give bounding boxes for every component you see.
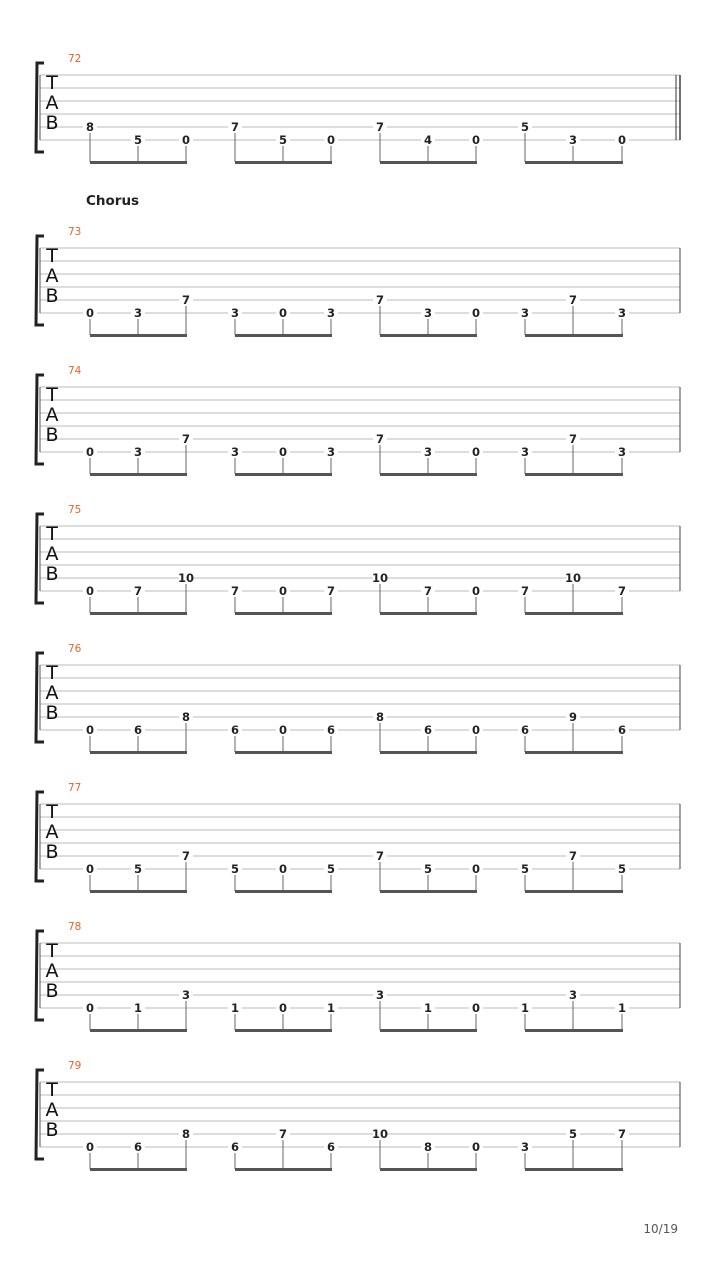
fret-number: 5 xyxy=(423,862,433,876)
fret-number: 7 xyxy=(568,849,578,863)
tab-clef-t: T xyxy=(46,523,58,545)
tab-clef-b: B xyxy=(45,1119,59,1141)
fret-number: 0 xyxy=(471,445,481,459)
fret-number: 7 xyxy=(520,584,530,598)
fret-number: 0 xyxy=(181,133,191,147)
section-label-chorus: Chorus xyxy=(86,193,140,209)
fret-number: 3 xyxy=(520,306,530,320)
fret-number: 3 xyxy=(230,306,240,320)
note-beam xyxy=(380,890,477,893)
tab-clef-a: A xyxy=(45,821,59,843)
fret-number: 10 xyxy=(177,571,195,585)
fret-number: 0 xyxy=(278,1001,288,1015)
fret-number: 3 xyxy=(375,988,385,1002)
fret-number: 5 xyxy=(520,862,530,876)
note-beam xyxy=(380,161,477,164)
note-beam xyxy=(525,751,623,754)
fret-number: 7 xyxy=(568,432,578,446)
measure-number: 72 xyxy=(68,53,82,65)
fret-number: 5 xyxy=(278,133,288,147)
fret-number: 6 xyxy=(423,723,433,737)
page-number: 10/19 xyxy=(643,1222,678,1236)
tab-clef-t: T xyxy=(46,72,58,94)
measure-number: 75 xyxy=(68,504,82,516)
fret-number: 0 xyxy=(85,1001,95,1015)
tab-clef-t: T xyxy=(46,801,58,823)
fret-number: 5 xyxy=(230,862,240,876)
note-beam xyxy=(90,612,187,615)
fret-number: 7 xyxy=(230,120,240,134)
fret-number: 10 xyxy=(371,1127,389,1141)
fret-number: 7 xyxy=(181,849,191,863)
fret-number: 0 xyxy=(278,306,288,320)
tab-clef-t: T xyxy=(46,384,58,406)
note-beam xyxy=(235,473,332,476)
fret-number: 1 xyxy=(423,1001,433,1015)
fret-number: 7 xyxy=(375,293,385,307)
fret-number: 7 xyxy=(181,293,191,307)
fret-number: 1 xyxy=(326,1001,336,1015)
tab-clef-a: A xyxy=(45,265,59,287)
note-beam xyxy=(235,890,332,893)
note-beam xyxy=(90,334,187,337)
fret-number: 0 xyxy=(471,133,481,147)
tab-clef-b: B xyxy=(45,841,59,863)
tab-clef-b: B xyxy=(45,702,59,724)
fret-number: 0 xyxy=(471,1001,481,1015)
note-beam xyxy=(235,334,332,337)
fret-number: 0 xyxy=(278,723,288,737)
fret-number: 3 xyxy=(520,1140,530,1154)
fret-number: 0 xyxy=(326,133,336,147)
fret-number: 6 xyxy=(617,723,627,737)
fret-number: 6 xyxy=(133,723,143,737)
fret-number: 0 xyxy=(278,445,288,459)
fret-number: 6 xyxy=(326,723,336,737)
tab-system xyxy=(36,643,680,754)
fret-number: 7 xyxy=(568,293,578,307)
fret-number: 7 xyxy=(278,1127,288,1141)
tab-system xyxy=(36,53,680,164)
fret-number: 0 xyxy=(278,862,288,876)
fret-number: 3 xyxy=(133,445,143,459)
fret-number: 0 xyxy=(471,862,481,876)
fret-number: 7 xyxy=(133,584,143,598)
measure-number: 78 xyxy=(68,921,82,933)
note-beam xyxy=(525,473,623,476)
tab-clef-a: A xyxy=(45,682,59,704)
fret-number: 3 xyxy=(326,306,336,320)
tab-system xyxy=(36,1060,680,1171)
fret-number: 0 xyxy=(85,862,95,876)
fret-number: 1 xyxy=(230,1001,240,1015)
note-beam xyxy=(525,612,623,615)
fret-number: 5 xyxy=(133,133,143,147)
measure-number: 73 xyxy=(68,226,82,238)
fret-number: 0 xyxy=(471,584,481,598)
note-beam xyxy=(525,161,623,164)
tab-clef-b: B xyxy=(45,112,59,134)
note-beam xyxy=(525,334,623,337)
fret-number: 0 xyxy=(471,723,481,737)
note-beam xyxy=(380,334,477,337)
fret-number: 3 xyxy=(133,306,143,320)
fret-number: 8 xyxy=(375,710,385,724)
fret-number: 10 xyxy=(564,571,582,585)
tab-clef-b: B xyxy=(45,285,59,307)
measure-number: 77 xyxy=(68,782,82,794)
fret-number: 7 xyxy=(617,1127,627,1141)
fret-number: 8 xyxy=(181,1127,191,1141)
tab-clef-b: B xyxy=(45,980,59,1002)
note-beam xyxy=(235,612,332,615)
fret-number: 3 xyxy=(568,988,578,1002)
tab-clef-b: B xyxy=(45,563,59,585)
fret-number: 3 xyxy=(181,988,191,1002)
fret-number: 7 xyxy=(181,432,191,446)
fret-number: 5 xyxy=(133,862,143,876)
tab-system xyxy=(36,226,680,337)
fret-number: 4 xyxy=(423,133,433,147)
note-beam xyxy=(380,612,477,615)
fret-number: 3 xyxy=(617,445,627,459)
fret-number: 5 xyxy=(326,862,336,876)
tab-clef-a: A xyxy=(45,92,59,114)
tab-system xyxy=(36,782,680,893)
fret-number: 3 xyxy=(617,306,627,320)
note-beam xyxy=(90,1168,187,1171)
fret-number: 0 xyxy=(278,584,288,598)
measure-number: 79 xyxy=(68,1060,82,1072)
fret-number: 5 xyxy=(568,1127,578,1141)
fret-number: 7 xyxy=(375,120,385,134)
fret-number: 8 xyxy=(85,120,95,134)
fret-number: 3 xyxy=(520,445,530,459)
note-beam xyxy=(380,473,477,476)
fret-number: 8 xyxy=(423,1140,433,1154)
fret-number: 1 xyxy=(520,1001,530,1015)
note-beam xyxy=(380,1168,477,1171)
fret-number: 6 xyxy=(133,1140,143,1154)
tab-clef-a: A xyxy=(45,543,59,565)
measure-number: 74 xyxy=(68,365,82,377)
fret-number: 0 xyxy=(471,306,481,320)
note-beam xyxy=(90,161,187,164)
note-beam xyxy=(525,1029,623,1032)
fret-number: 1 xyxy=(617,1001,627,1015)
fret-number: 10 xyxy=(371,571,389,585)
fret-number: 6 xyxy=(230,1140,240,1154)
fret-number: 0 xyxy=(85,723,95,737)
fret-number: 7 xyxy=(375,432,385,446)
tab-clef-t: T xyxy=(46,245,58,267)
fret-number: 8 xyxy=(181,710,191,724)
fret-number: 3 xyxy=(423,445,433,459)
fret-number: 9 xyxy=(568,710,578,724)
tab-clef-a: A xyxy=(45,1099,59,1121)
fret-number: 0 xyxy=(85,584,95,598)
tab-clef-a: A xyxy=(45,404,59,426)
fret-number: 6 xyxy=(230,723,240,737)
note-beam xyxy=(525,890,623,893)
tab-clef-t: T xyxy=(46,940,58,962)
fret-number: 0 xyxy=(617,133,627,147)
tab-clef-t: T xyxy=(46,662,58,684)
fret-number: 3 xyxy=(230,445,240,459)
tab-system xyxy=(36,504,680,615)
fret-number: 0 xyxy=(471,1140,481,1154)
note-beam xyxy=(90,890,187,893)
note-beam xyxy=(90,751,187,754)
fret-number: 1 xyxy=(133,1001,143,1015)
note-beam xyxy=(235,1029,332,1032)
fret-number: 7 xyxy=(617,584,627,598)
note-beam xyxy=(525,1168,623,1171)
fret-number: 3 xyxy=(326,445,336,459)
fret-number: 6 xyxy=(520,723,530,737)
fret-number: 3 xyxy=(568,133,578,147)
note-beam xyxy=(235,751,332,754)
fret-number: 5 xyxy=(520,120,530,134)
note-beam xyxy=(235,1168,332,1171)
tab-clef-b: B xyxy=(45,424,59,446)
tab-system xyxy=(36,365,680,476)
note-beam xyxy=(235,161,332,164)
fret-number: 0 xyxy=(85,306,95,320)
note-beam xyxy=(90,1029,187,1032)
fret-number: 7 xyxy=(326,584,336,598)
tab-system xyxy=(36,921,680,1032)
note-beam xyxy=(380,1029,477,1032)
fret-number: 6 xyxy=(326,1140,336,1154)
tab-clef-a: A xyxy=(45,960,59,982)
fret-number: 7 xyxy=(375,849,385,863)
fret-number: 3 xyxy=(423,306,433,320)
fret-number: 5 xyxy=(617,862,627,876)
fret-number: 0 xyxy=(85,1140,95,1154)
measure-number: 76 xyxy=(68,643,82,655)
tab-clef-t: T xyxy=(46,1079,58,1101)
fret-number: 0 xyxy=(85,445,95,459)
fret-number: 7 xyxy=(423,584,433,598)
note-beam xyxy=(380,751,477,754)
fret-number: 7 xyxy=(230,584,240,598)
note-beam xyxy=(90,473,187,476)
